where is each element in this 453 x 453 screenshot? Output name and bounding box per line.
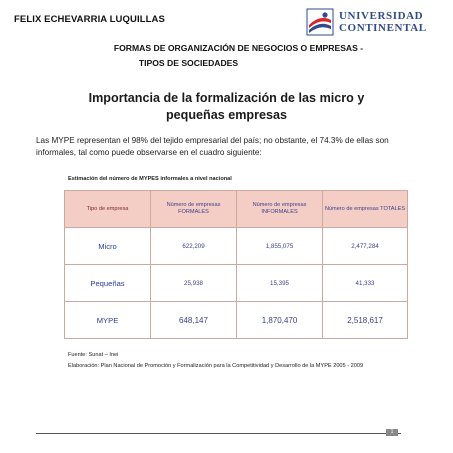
table-row <box>65 228 408 265</box>
intro-paragraph: Las MYPE representan el 98% del tejido empresarial del país; no obstante, el 74.3% de ellas son informales, tal como puede observarse en el cuadro siguiente: <box>36 136 389 157</box>
cell-totales: 41,333 <box>323 265 408 302</box>
university-logo <box>306 8 438 36</box>
header-totales: Número de empresas TOTALES <box>323 191 408 228</box>
table-row <box>65 265 408 302</box>
section-title-line1: Importancia de la formalización de las micro y <box>88 91 365 105</box>
author-name: FELIX ECHEVARRIA LUQUILLAS <box>14 14 165 25</box>
mype-table <box>64 190 408 339</box>
table-caption: Estimación del número de MYPES informales a nivel nacional <box>68 176 232 182</box>
page-number: 1 <box>386 429 398 436</box>
document-heading-line1: FORMAS DE ORGANIZACIÓN DE NEGOCIOS O EMPRESAS - <box>113 43 364 53</box>
university-emblem-icon <box>306 8 334 36</box>
table-row <box>65 302 408 339</box>
header-tipo: Tipo de empresa <box>65 191 151 228</box>
cell-formales: 25,938 <box>151 265 237 302</box>
section-title-line2: pequeñas empresas <box>165 108 288 122</box>
row-label: MYPE <box>65 302 151 339</box>
elaboration-line: Elaboración: Plan Nacional de Promoción y Formalización para la Competitividad y Desarrollo de la MYPE 2005 - 2009 <box>68 363 364 369</box>
cell-informales: 1,870,470 <box>237 302 323 339</box>
header-informales: Número de empresas INFORMALES <box>237 191 323 228</box>
cell-informales: 15,395 <box>237 265 323 302</box>
cell-totales: 2,518,617 <box>323 302 408 339</box>
cell-totales: 2,477,284 <box>323 228 408 265</box>
table-header-row <box>65 191 408 228</box>
row-label: Micro <box>65 228 151 265</box>
logo-text-line2: CONTINENTAL <box>339 21 427 34</box>
cell-formales: 622,209 <box>151 228 237 265</box>
source-line: Fuente: Sunat – Inei <box>68 352 119 358</box>
document-heading-line2: TIPOS DE SOCIEDADES <box>138 58 239 68</box>
cell-formales: 648,147 <box>151 302 237 339</box>
row-label: Pequeñas <box>65 265 151 302</box>
footer-divider <box>36 433 401 434</box>
header-formales: Número de empresas FORMALES <box>151 191 237 228</box>
section-title <box>0 90 453 124</box>
logo-text-line1: UNIVERSIDAD <box>339 9 424 22</box>
cell-informales: 1,855,075 <box>237 228 323 265</box>
